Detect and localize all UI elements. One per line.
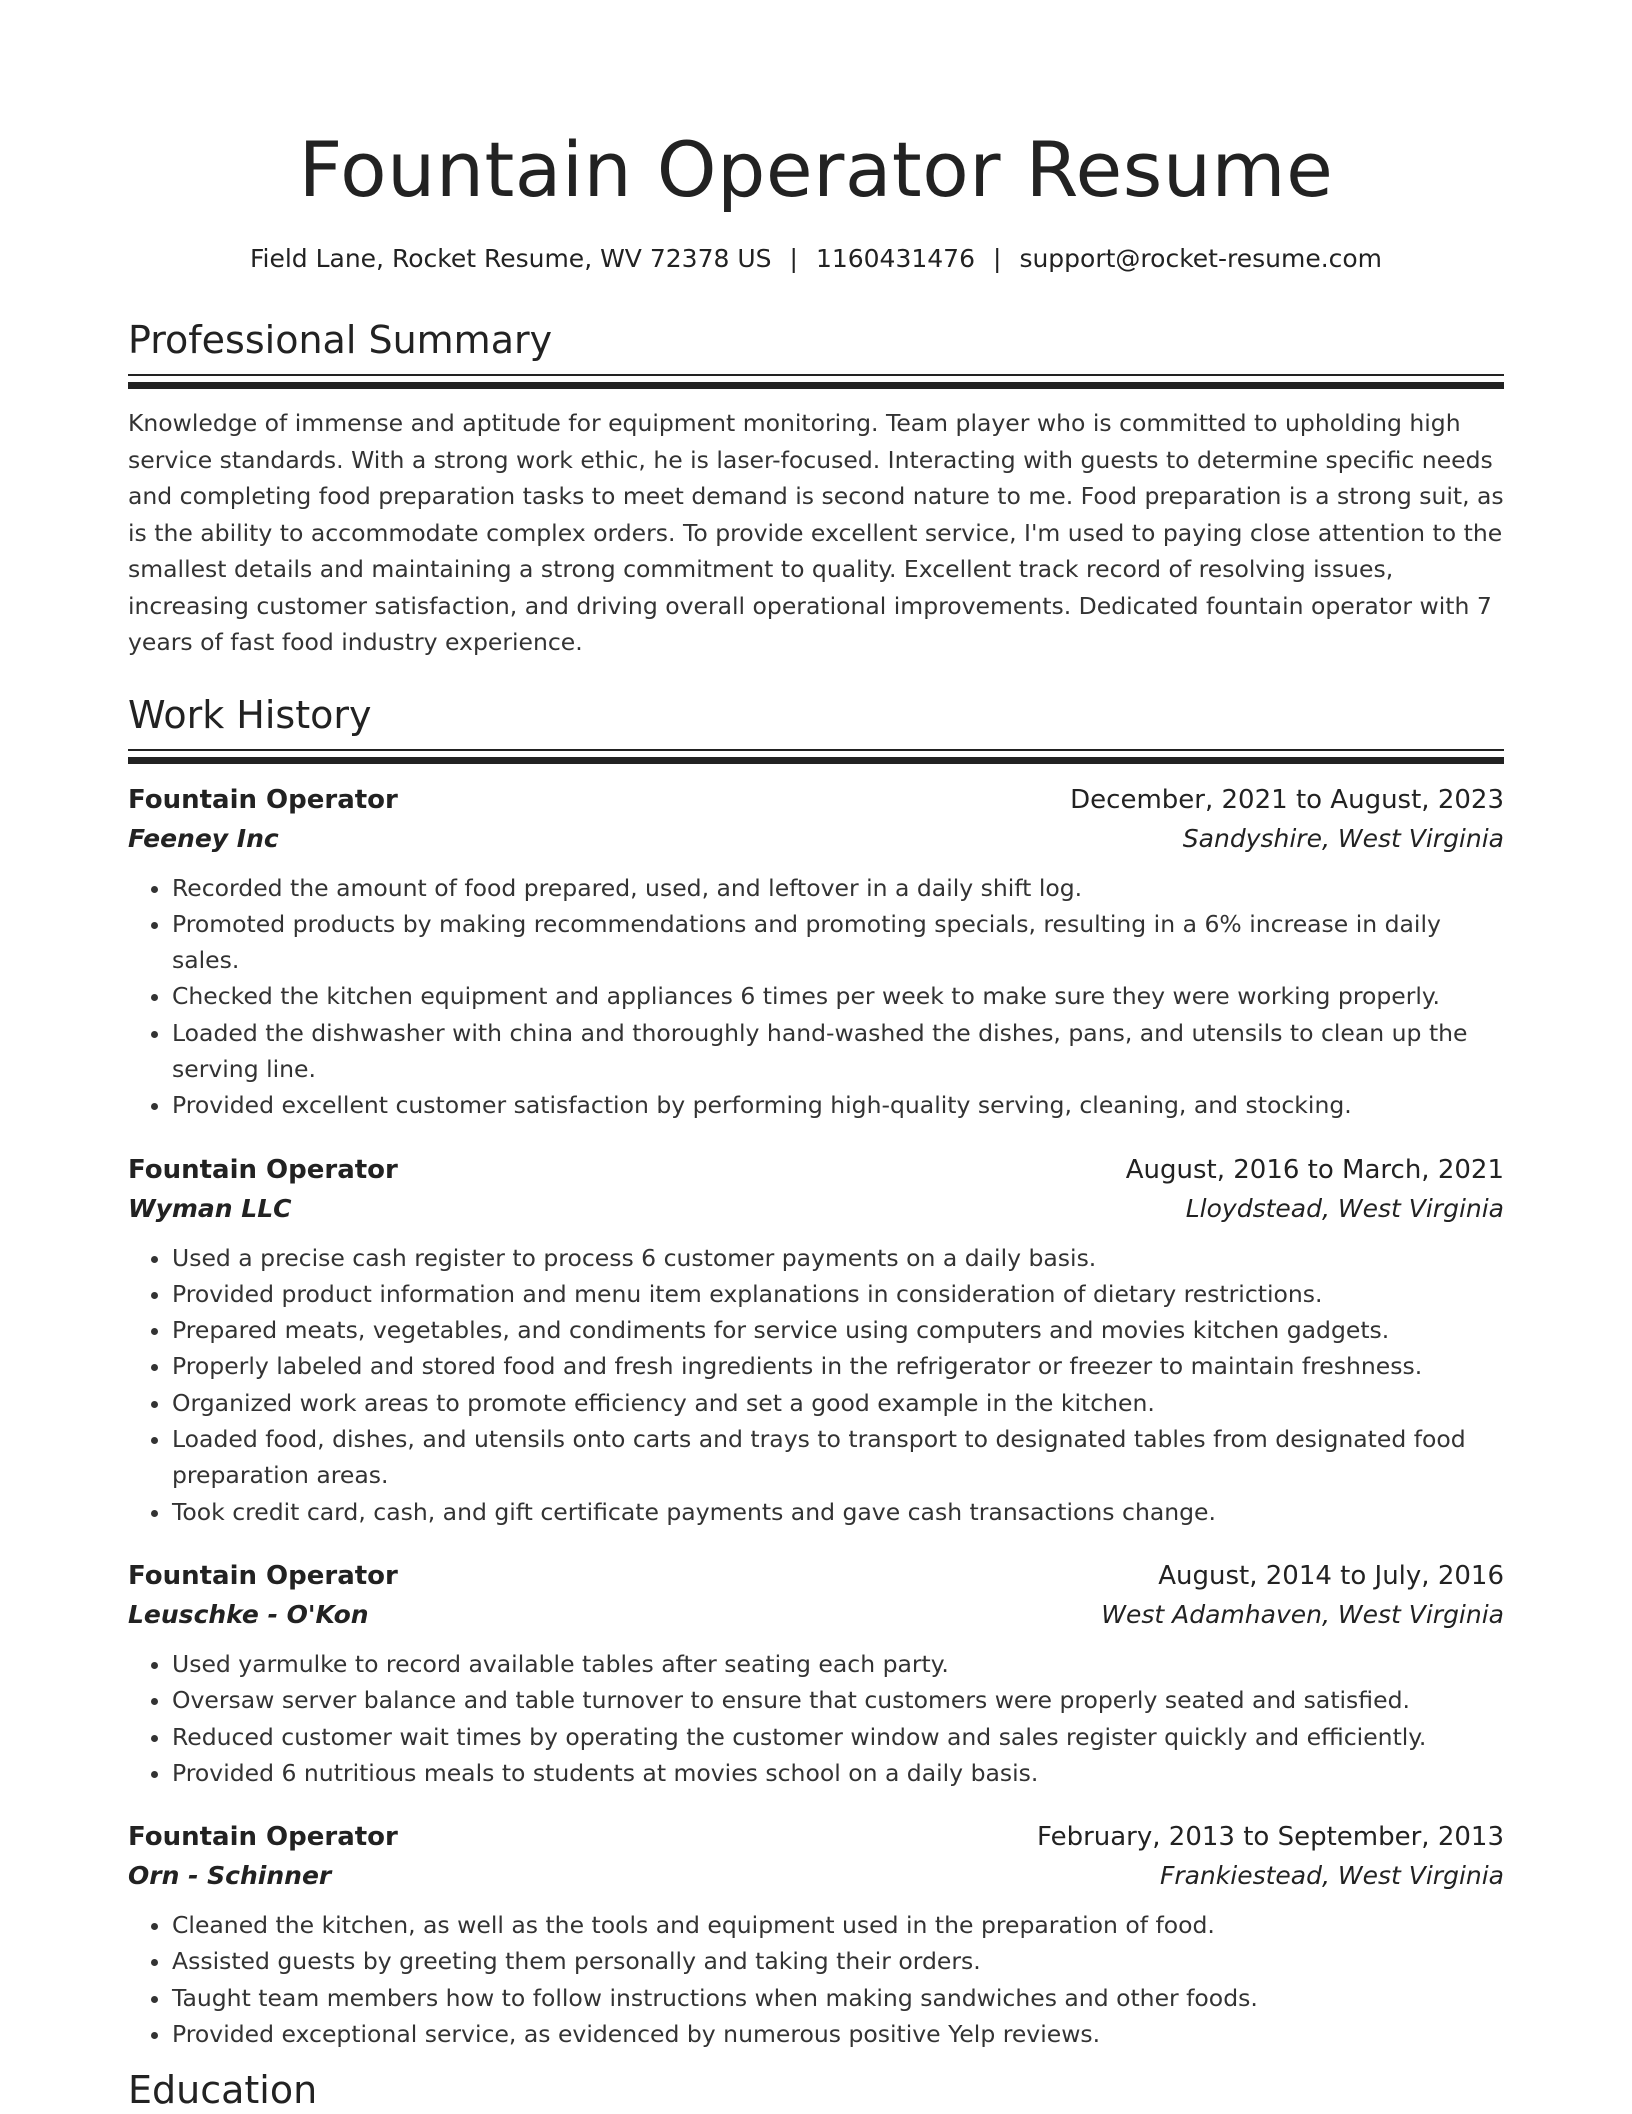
- job-bullet: • Assisted guests by greeting them personally and taking their orders.: [172, 1943, 1504, 1979]
- job-bullet: • Oversaw server balance and table turnover to ensure that customers were properly seated and satisfied.: [172, 1682, 1504, 1718]
- job-dates: August, 2016 to March, 2021: [1125, 1154, 1504, 1185]
- job-bullet: • Cleaned the kitchen, as well as the tools and equipment used in the preparation of food.: [172, 1907, 1504, 1943]
- contact-phone: 1160431476: [815, 244, 975, 273]
- job-bullet: • Loaded food, dishes, and utensils onto carts and trays to transport to designated tables from designated food preparation areas.: [172, 1421, 1504, 1494]
- section-divider-thick: [128, 382, 1504, 389]
- job-bullet: • Properly labeled and stored food and fresh ingredients in the refrigerator or freezer to maintain freshness.: [172, 1348, 1504, 1384]
- job-header-row: [128, 1556, 1504, 1596]
- job-bullet-list: [128, 1240, 1504, 1530]
- job-company-row: [128, 1596, 1504, 1634]
- job-location: West Adamhaven, West Virginia: [1101, 1599, 1504, 1629]
- job-bullet: • Organized work areas to promote efficiency and set a good example in the kitchen.: [172, 1385, 1504, 1421]
- section-heading-work-history: Work History: [128, 692, 372, 737]
- job-bullet: • Used yarmulke to record available tables after seating each party.: [172, 1646, 1504, 1682]
- summary-text: Knowledge of immense and aptitude for equipment monitoring. Team player who is committed to upholding high service standards. With a strong work ethic, he is laser-focused. Interacting with guests to determine specific needs and completing food preparation tasks to meet demand is second nature to me. Food preparation is a strong suit, as is the ability to accommodate complex orders. To provide excellent service, I'm used to paying close attention to the smallest details and maintaining a strong commitment to quality. Excellent track record of resolving issues, increasing customer satisfaction, and driving overall operational improvements. Dedicated fountain operator with 7 years of fast food industry experience.: [128, 409, 1504, 656]
- job-title: Fountain Operator: [128, 1154, 398, 1185]
- job-entry: [128, 1817, 1504, 2052]
- job-header-row: [128, 780, 1504, 820]
- job-bullet: • Provided 6 nutritious meals to students at movies school on a daily basis.: [172, 1755, 1504, 1791]
- section-heading-summary: Professional Summary: [128, 318, 553, 362]
- job-bullet: • Prepared meats, vegetables, and condiments for service using computers and movies kitchen gadgets.: [172, 1312, 1504, 1348]
- job-location: Frankiestead, West Virginia: [1159, 1861, 1504, 1891]
- job-location: Sandyshire, West Virginia: [1182, 823, 1504, 853]
- job-company-row: [128, 820, 1504, 858]
- job-bullet-list: [128, 1646, 1504, 1791]
- job-company: Orn - Schinner: [128, 1861, 332, 1891]
- job-bullet: • Took credit card, cash, and gift certificate payments and gave cash transactions change.: [172, 1494, 1504, 1530]
- contact-address: Field Lane, Rocket Resume, WV 72378 US: [249, 244, 772, 273]
- job-bullet-list: [128, 1907, 1504, 2052]
- job-bullet: • Provided exceptional service, as evidenced by numerous positive Yelp reviews.: [172, 2016, 1504, 2052]
- contact-separator: |: [993, 244, 1002, 273]
- job-header-row: [128, 1817, 1504, 1857]
- job-company: Feeney Inc: [128, 823, 279, 853]
- contact-email[interactable]: support@rocket-resume.com: [1019, 244, 1383, 273]
- resume-page: [128, 0, 1504, 2114]
- section-heading-education: Education: [128, 2068, 318, 2113]
- job-title: Fountain Operator: [128, 1822, 398, 1853]
- job-bullet: • Loaded the dishwasher with china and thoroughly hand-washed the dishes, pans, and utensils to clean up the serving line.: [172, 1015, 1504, 1088]
- job-header-row: [128, 1150, 1504, 1190]
- job-entry: [128, 1150, 1504, 1530]
- page-title: Fountain Operator Resume: [298, 125, 1334, 214]
- work-history-section: [128, 691, 1504, 2053]
- job-bullet: • Recorded the amount of food prepared, used, and leftover in a daily shift log.: [172, 870, 1504, 906]
- job-bullet: • Provided excellent customer satisfaction by performing high-quality serving, cleaning, and stocking.: [172, 1087, 1504, 1123]
- job-bullet-list: [128, 870, 1504, 1124]
- section-divider: [128, 749, 1504, 751]
- professional-summary-section: [128, 316, 1504, 661]
- job-bullet: • Checked the kitchen equipment and appliances 6 times per week to make sure they were working properly.: [172, 978, 1504, 1014]
- job-dates: August, 2014 to July, 2016: [1158, 1560, 1504, 1591]
- job-company: Wyman LLC: [128, 1193, 292, 1223]
- job-dates: February, 2013 to September, 2013: [1037, 1822, 1504, 1853]
- job-bullet: • Reduced customer wait times by operating the customer window and sales register quickly and efficiently.: [172, 1719, 1504, 1755]
- education-section: [128, 2066, 1504, 2114]
- section-divider: [128, 374, 1504, 376]
- job-bullet: • Promoted products by making recommendations and promoting specials, resulting in a 6% increase in daily sales.: [172, 906, 1504, 979]
- job-bullet: • Used a precise cash register to process 6 customer payments on a daily basis.: [172, 1240, 1504, 1276]
- job-title: Fountain Operator: [128, 1560, 398, 1591]
- job-entry: [128, 780, 1504, 1124]
- job-company-row: [128, 1857, 1504, 1895]
- job-entry: [128, 1556, 1504, 1791]
- contact-separator: |: [789, 244, 798, 273]
- job-location: Lloydstead, West Virginia: [1185, 1193, 1504, 1223]
- job-bullet: • Provided product information and menu item explanations in consideration of dietary restrictions.: [172, 1276, 1504, 1312]
- job-dates: December, 2021 to August, 2023: [1070, 784, 1504, 815]
- job-company: Leuschke - O'Kon: [128, 1599, 369, 1629]
- job-title: Fountain Operator: [128, 784, 398, 815]
- contact-line: [128, 242, 1504, 276]
- job-company-row: [128, 1190, 1504, 1228]
- section-divider-thick: [128, 757, 1504, 764]
- job-bullet: • Taught team members how to follow instructions when making sandwiches and other foods.: [172, 1980, 1504, 2016]
